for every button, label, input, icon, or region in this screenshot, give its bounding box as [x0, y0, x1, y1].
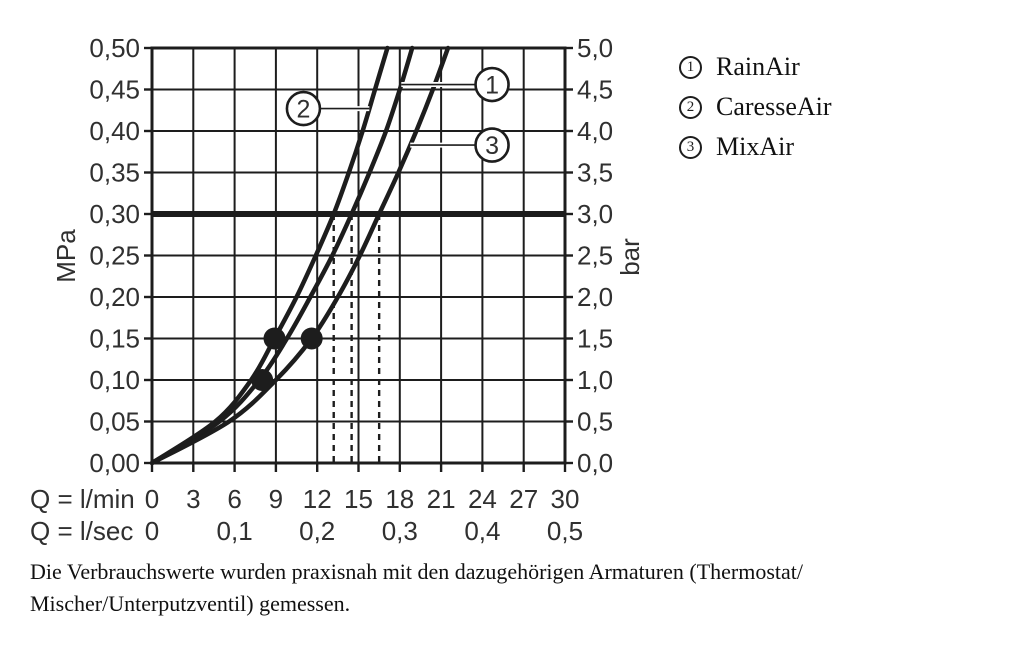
y-left-tick-label: 0,15: [89, 323, 140, 354]
x-tick-label-lsec: 0,1: [216, 516, 253, 546]
legend-marker-1-icon: [679, 56, 702, 79]
legend-number: 2: [686, 98, 695, 115]
legend: [679, 47, 832, 167]
x-tick-label-lmin: 12: [302, 484, 332, 514]
x-tick-label-lsec: 0: [144, 516, 160, 546]
x-tick-label-lsec: 0,4: [464, 516, 501, 546]
legend-item-mixair: [679, 127, 832, 167]
y-left-tick-label: 0,00: [89, 448, 140, 478]
x-tick-label-lmin: 18: [385, 484, 415, 514]
legend-number: 1: [686, 58, 695, 75]
y-left-tick-label: 0,50: [89, 33, 140, 63]
x-tick-label-lmin: 9: [268, 484, 284, 514]
y-right-tick-label: 5,0: [577, 33, 614, 63]
y-right-tick-label: 1,0: [577, 365, 614, 395]
legend-item-rainair: [679, 47, 832, 87]
y-left-tick-label: 0,25: [89, 240, 140, 271]
x-tick-label-lmin: 3: [186, 484, 201, 514]
y-right-tick-label: 3,0: [577, 199, 614, 229]
x-tick-label-lsec: 0,2: [299, 516, 336, 546]
y-right-tick-label: 4,5: [577, 74, 614, 105]
x-tick-label-lmin: 15: [344, 484, 373, 514]
y-right-tick-label: 0,0: [577, 448, 614, 478]
x-tick-label-lmin: 21: [426, 484, 456, 514]
x-tick-label-lmin: 30: [550, 484, 580, 514]
y-right-tick-label: 2,0: [577, 282, 614, 312]
x-tick-label-lsec: 0,3: [381, 516, 418, 546]
y-right-tick-label: 1,5: [577, 323, 614, 354]
legend-label: RainAir: [716, 52, 800, 81]
x-tick-label-lmin: 0: [144, 484, 160, 514]
caption-line-1: Die Verbrauchswerte wurden praxisnah mit den dazugehörigen Armaturen (Thermostat/: [30, 559, 803, 584]
y-right-axis-unit: bar: [615, 238, 645, 276]
x-axis-label-lsec: Q = l/sec: [30, 516, 134, 546]
x-axis-label-lmin: Q = l/min: [30, 484, 135, 514]
y-left-tick-label: 0,10: [89, 365, 140, 395]
y-left-tick-label: 0,30: [89, 199, 140, 229]
y-right-tick-label: 0,5: [577, 406, 614, 437]
callout-number-1: 1: [485, 71, 499, 100]
y-left-tick-label: 0,45: [89, 74, 140, 105]
y-left-tick-label: 0,05: [89, 406, 140, 437]
y-left-tick-label: 0,35: [89, 157, 140, 188]
caption-line-2: Mischer/Unterputzventil) gemessen.: [30, 591, 351, 616]
measured-point: [251, 369, 273, 391]
legend-item-caresseair: [679, 87, 832, 127]
legend-label: MixAir: [716, 132, 794, 161]
y-right-tick-label: 3,5: [577, 157, 614, 188]
x-tick-label-lmin: 6: [227, 484, 242, 514]
legend-marker-3-icon: [679, 136, 702, 159]
legend-number: 3: [686, 138, 695, 155]
y-right-tick-label: 4,0: [577, 116, 614, 146]
callout-number-2: 2: [296, 95, 311, 124]
y-left-tick-label: 0,40: [89, 116, 140, 146]
x-tick-label-lsec: 0,5: [546, 516, 584, 546]
caption: [30, 556, 970, 620]
legend-label: CaresseAir: [716, 92, 832, 121]
legend-marker-2-icon: [679, 96, 702, 119]
y-left-tick-label: 0,20: [89, 282, 140, 312]
measured-point: [264, 328, 286, 350]
x-tick-label-lmin: 24: [467, 484, 497, 514]
y-right-tick-label: 2,5: [577, 240, 614, 271]
y-left-axis-unit: MPa: [51, 229, 81, 283]
callout-number-3: 3: [485, 132, 499, 161]
x-tick-label-lmin: 27: [509, 484, 539, 514]
measured-point: [301, 328, 323, 350]
